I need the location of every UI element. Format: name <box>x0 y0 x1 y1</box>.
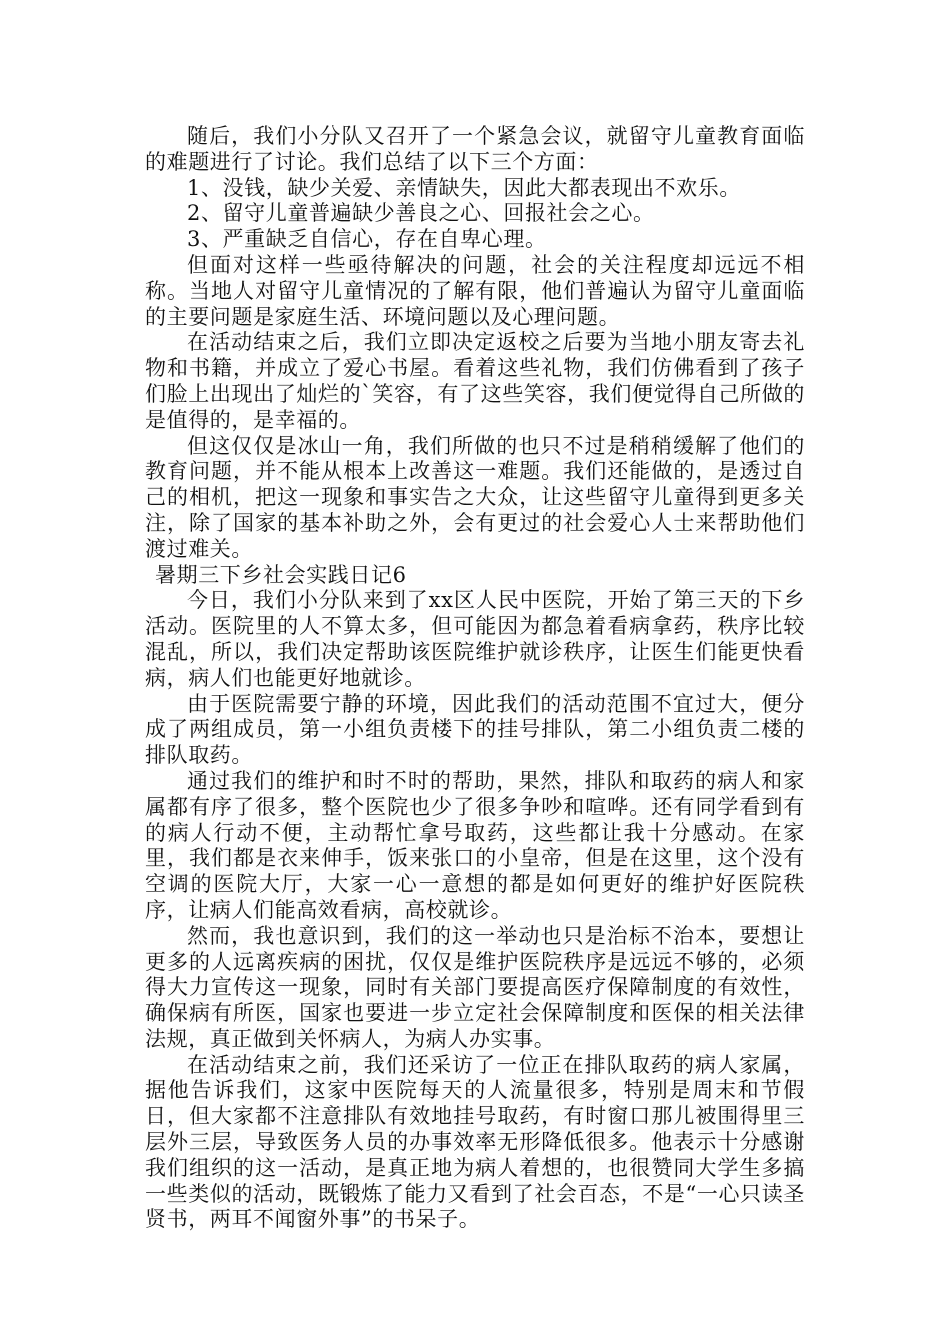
list-item-2: 2、留守儿童普遍缺少善良之心、回报社会之心。 <box>187 201 655 226</box>
list-item-1: 1、没钱，缺少关爱、亲情缺失，因此大都表现出不欢乐。 <box>187 175 741 200</box>
paragraph-1: 随后，我们小分队又召开了一个紧急会议，就留守儿童教育面临的难题进行了讨论。我们总结了以下三个方面： <box>145 124 805 174</box>
paragraph-6: 由于医院需要宁静的环境，因此我们的活动范围不宜过大，便分成了两组成员，第一小组负责楼下的挂号排队，第二小组负责二楼的排队取药。 <box>145 691 805 768</box>
paragraph-7: 通过我们的维护和时不时的帮助，果然，排队和取药的病人和家属都有序了很多，整个医院也少了很多争吵和喧哗。还有同学看到有的病人行动不便，主动帮忙拿号取药，这些都让我十分感动。在家里，我们都是衣来伸手，饭来张口的小皇帝，但是在这里，这个没有空调的医院大厅，大家一心一意想的都是如何更好的维护好医院秩序，让病人们能高效看病，高校就诊。 <box>145 768 805 922</box>
list-item-3: 3、严重缺乏自信心，存在自卑心理。 <box>187 227 547 252</box>
paragraph-4: 但这仅仅是冰山一角，我们所做的也只不过是稍稍缓解了他们的教育问题，并不能从根本上改善这一难题。我们还能做的，是透过自己的相机，把这一现象和事实告之大众，让这些留守儿童得到更多关注，除了国家的基本补助之外，会有更过的社会爱心人士来帮助他们渡过难关。 <box>145 433 805 561</box>
paragraph-8: 然而，我也意识到，我们的这一举动也只是治标不治本，要想让更多的人远离疾病的困扰，仅仅是维护医院秩序是远远不够的，必须得大力宣传这一现象，同时有关部门要提高医疗保障制度的有效性，确保病有所医，国家也要进一步立定社会保障制度和医保的相关法律法规，真正做到关怀病人，为病人办实事。 <box>145 923 805 1051</box>
section-heading: 暑期三下乡社会实践日记6 <box>155 562 407 587</box>
paragraph-3: 在活动结束之后，我们立即决定返校之后要为当地小朋友寄去礼物和书籍，并成立了爱心书屋。看着这些礼物，我们仿佛看到了孩子们脸上出现出了灿烂的`笑容，有了这些笑容，我们便觉得自己所做的是值得的，是幸福的。 <box>145 330 805 432</box>
paragraph-5: 今日，我们小分队来到了xx区人民中医院，开始了第三天的下乡活动。医院里的人不算太多，但可能因为都急着看病拿药，秩序比较混乱，所以，我们决定帮助该医院维护就诊秩序，让医生们能更快看病，病人们也能更好地就诊。 <box>145 588 805 690</box>
paragraph-9: 在活动结束之前，我们还采访了一位正在排队取药的病人家属，据他告诉我们，这家中医院每天的人流量很多，特别是周末和节假日，但大家都不注意排队有效地挂号取药，有时窗口那儿被围得里三层外三层，导致医务人员的办事效率无形降低很多。他表示十分感谢我们组织的这一活动，是真正地为病人着想的，也很赞同大学生多搞一些类似的活动，既锻炼了能力又看到了社会百态，不是“一心只读圣贤书，两耳不闻窗外事”的书呆子。 <box>145 1052 805 1232</box>
paragraph-2: 但面对这样一些亟待解决的问题，社会的关注程度却远远不相称。当地人对留守儿童情况的了解有限，他们普遍认为留守儿童面临的主要问题是家庭生活、环境问题以及心理问题。 <box>145 252 805 329</box>
document-body <box>145 124 805 1233</box>
